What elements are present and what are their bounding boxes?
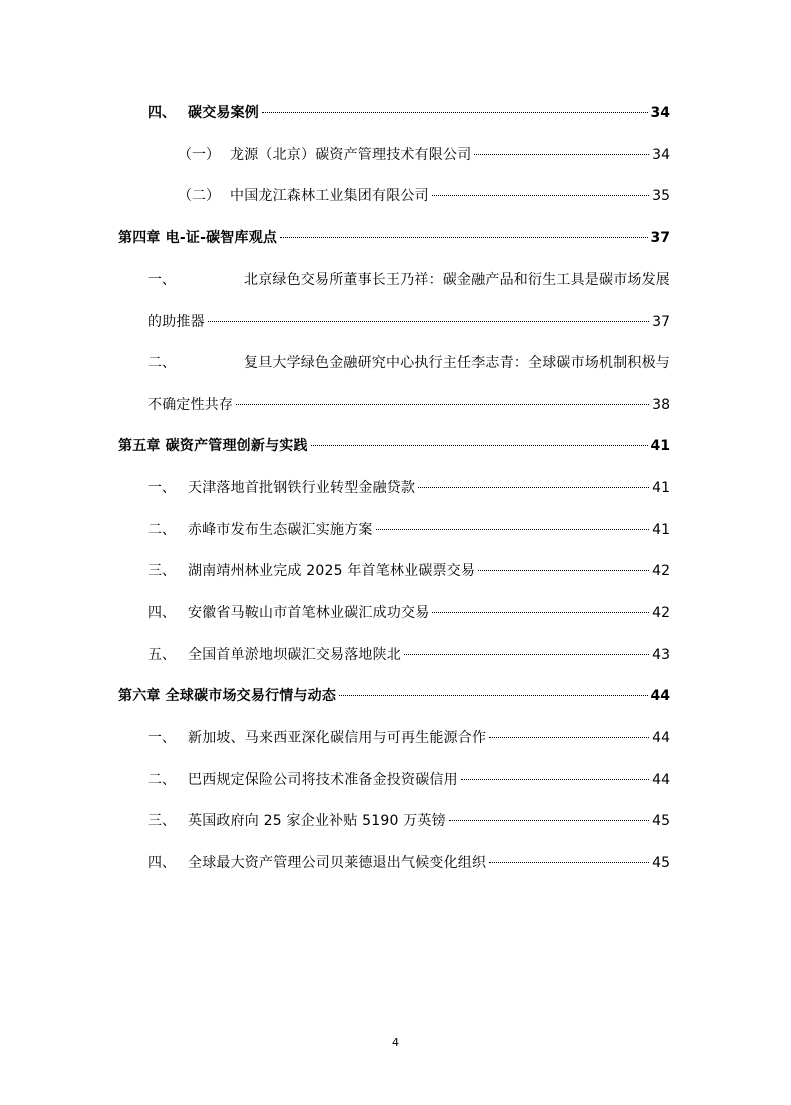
toc-entry[interactable]	[148, 853, 670, 873]
toc-entry-page: 38	[652, 397, 670, 413]
toc-entry[interactable]	[148, 520, 670, 540]
dot-leader	[339, 695, 647, 696]
toc-entry-number: 四、	[148, 855, 176, 871]
toc-entry-title-line2: 不确定性共存	[148, 397, 234, 413]
toc-entry-title: 巴西规定保险公司将技术准备金投资碳信用	[188, 772, 458, 788]
toc-entry-page: 34	[652, 147, 670, 163]
toc-entry-number: 四、	[148, 105, 176, 121]
toc-entry[interactable]	[148, 103, 670, 123]
dot-leader	[236, 404, 649, 405]
toc-entry-page: 42	[652, 563, 670, 579]
toc-entry[interactable]	[148, 270, 670, 290]
toc-entry-number: 二、	[148, 522, 176, 538]
toc-entry-title: 龙源（北京）碳资产管理技术有限公司	[230, 147, 472, 163]
toc-entry-number: 三、	[148, 813, 176, 829]
toc-entry-title: 全球最大资产管理公司贝莱德退出气候变化组织	[188, 855, 487, 871]
toc-entry[interactable]	[148, 728, 670, 748]
dot-leader	[311, 445, 648, 446]
toc-chapter[interactable]	[118, 436, 670, 456]
toc-entry-title: 碳交易案例	[188, 105, 259, 121]
toc-chapter-page: 44	[650, 688, 670, 704]
toc-entry-page: 44	[652, 730, 670, 746]
toc-entry-number: 四、	[148, 605, 176, 621]
toc-chapter[interactable]	[118, 228, 670, 248]
toc-entry-page: 43	[652, 647, 670, 663]
dot-leader	[489, 862, 649, 863]
dot-leader	[280, 237, 647, 238]
toc-entry-number: 一、	[148, 730, 176, 746]
toc-entry-page: 45	[652, 813, 670, 829]
toc-entry[interactable]	[178, 145, 670, 165]
toc-entry-title: 赤峰市发布生态碳汇实施方案	[188, 522, 373, 538]
page-number: 4	[392, 1036, 399, 1049]
dot-leader	[449, 820, 649, 821]
toc-entry-page: 35	[652, 188, 670, 204]
toc-entry-title: 安徽省马鞍山市首笔林业碳汇成功交易	[188, 605, 430, 621]
toc-chapter-title: 第四章 电-证-碳智库观点	[118, 230, 278, 246]
toc-entry-title-line2: 的助推器	[148, 314, 205, 330]
toc-entry-page: 37	[652, 314, 670, 330]
toc-entry[interactable]	[148, 603, 670, 623]
toc-entry[interactable]	[148, 770, 670, 790]
dot-leader	[489, 737, 649, 738]
toc-entry[interactable]	[148, 353, 670, 373]
toc-entry-page: 41	[652, 480, 670, 496]
toc-entry-title-line1: 北京绿色交易所董事长王乃祥：碳金融产品和衍生工具是碳市场发展	[244, 272, 670, 288]
toc-entry-page: 41	[652, 522, 670, 538]
dot-leader	[474, 154, 649, 155]
toc-entry-continuation[interactable]	[148, 395, 670, 415]
toc-entry-title: 新加坡、马来西亚深化碳信用与可再生能源合作	[188, 730, 487, 746]
toc-entry-number: （二）	[178, 188, 220, 204]
toc-entry-title: 中国龙江森林工业集团有限公司	[230, 188, 429, 204]
toc-entry-title: 英国政府向 25 家企业补贴 5190 万英镑	[188, 813, 446, 829]
toc-entry-title: 湖南靖州林业完成 2025 年首笔林业碳票交易	[188, 563, 476, 579]
toc-chapter-page: 37	[650, 230, 670, 246]
dot-leader	[376, 529, 650, 530]
dot-leader	[461, 779, 649, 780]
dot-leader	[432, 612, 649, 613]
toc-entry[interactable]	[148, 561, 670, 581]
dot-leader	[262, 112, 648, 113]
dot-leader	[404, 654, 649, 655]
toc-entry-page: 45	[652, 855, 670, 871]
dot-leader	[478, 570, 649, 571]
toc-entry-number: 三、	[148, 563, 176, 579]
toc-entry-number: 二、	[148, 355, 176, 371]
toc-entry[interactable]	[178, 186, 670, 206]
toc-entry-number: （一）	[178, 147, 220, 163]
dot-leader	[418, 487, 649, 488]
toc-chapter-title: 第五章 碳资产管理创新与实践	[118, 438, 308, 454]
toc-chapter[interactable]	[118, 686, 670, 706]
toc-entry-continuation[interactable]	[148, 312, 670, 332]
dot-leader	[432, 195, 649, 196]
dot-leader	[208, 321, 649, 322]
toc-entry-page: 42	[652, 605, 670, 621]
toc-entry-page: 34	[650, 105, 670, 121]
toc-entry-page: 44	[652, 772, 670, 788]
toc-entry-number: 一、	[148, 480, 176, 496]
toc-entry-number: 二、	[148, 772, 176, 788]
toc-entry-title: 全国首单淤地坝碳汇交易落地陕北	[188, 647, 401, 663]
toc-entry-title-line1: 复旦大学绿色金融研究中心执行主任李志青：全球碳市场机制积极与	[244, 355, 670, 371]
toc-entry-number: 一、	[148, 272, 176, 288]
toc-chapter-title: 第六章 全球碳市场交易行情与动态	[118, 688, 337, 704]
toc-entry-number: 五、	[148, 647, 176, 663]
toc-entry[interactable]	[148, 645, 670, 665]
toc-entry-title: 天津落地首批钢铁行业转型金融贷款	[188, 480, 416, 496]
toc-entry[interactable]	[148, 811, 670, 831]
toc-entry[interactable]	[148, 478, 670, 498]
toc-chapter-page: 41	[650, 438, 670, 454]
